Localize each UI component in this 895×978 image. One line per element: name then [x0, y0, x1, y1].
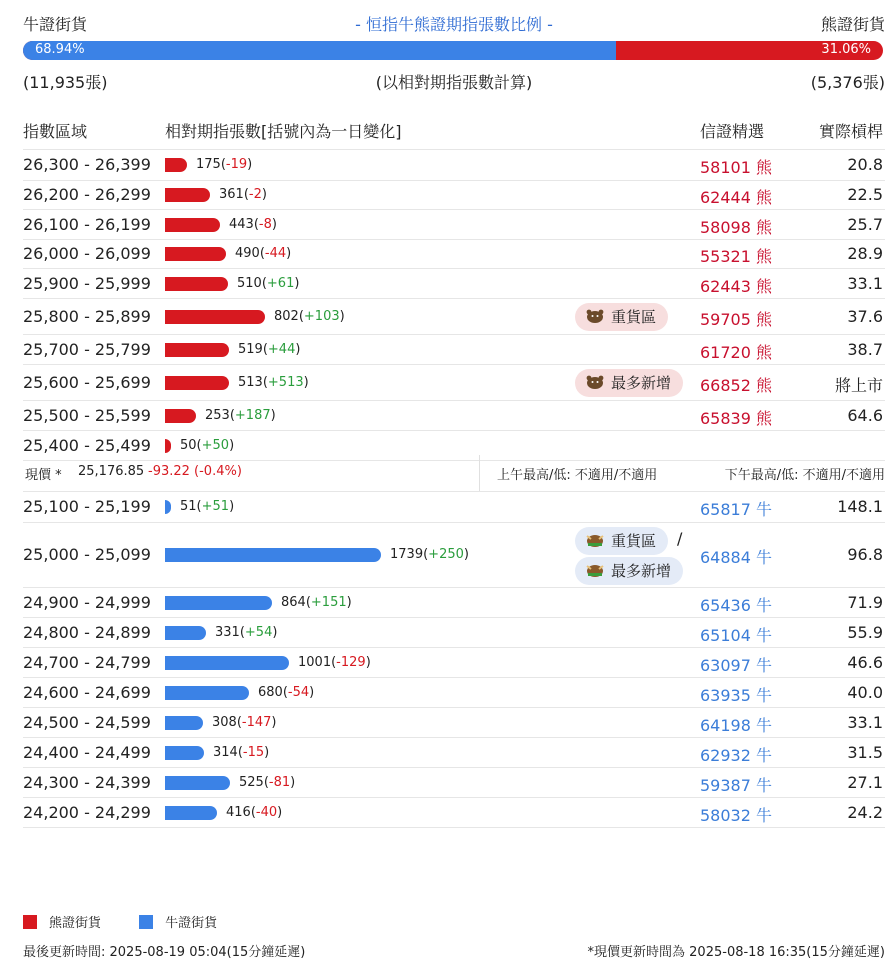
- count-number: 50: [180, 438, 197, 453]
- index-range: 24,800 - 24,899: [23, 623, 151, 642]
- current-price-row: [23, 455, 885, 492]
- count-value: 680(-54): [258, 685, 315, 700]
- count-number: 253: [205, 408, 230, 423]
- count-number: 175: [196, 157, 221, 172]
- count-number: 1001: [298, 655, 332, 670]
- count-bar: [165, 247, 226, 261]
- bear-total: (5,376張): [810, 73, 885, 92]
- change-value: +61: [266, 276, 295, 291]
- current-price: 25,176.85: [78, 464, 145, 479]
- leverage-value: 38.7: [847, 340, 883, 359]
- tag-pill: [575, 557, 683, 585]
- price-updated: *現價更新時間為 2025-08-18 16:35(15分鐘延遲): [587, 945, 885, 960]
- index-range: 24,200 - 24,299: [23, 803, 151, 822]
- count-bar: [165, 626, 206, 640]
- count-value: 308(-147): [212, 715, 277, 730]
- leverage-value: 55.9: [847, 623, 883, 642]
- count-number: 490: [235, 246, 260, 261]
- bear-mascot-icon: [585, 371, 605, 387]
- count-value: 1001(-129): [298, 655, 371, 670]
- index-range: 26,200 - 26,299: [23, 185, 151, 204]
- count-value: 802(+103): [274, 309, 345, 324]
- warrant-code-link[interactable]: 62443 熊: [700, 277, 772, 296]
- table-row: [23, 798, 885, 828]
- leverage-value: 22.5: [847, 185, 883, 204]
- count-bar: [165, 158, 187, 172]
- index-range: 25,100 - 25,199: [23, 497, 151, 516]
- warrant-code-link[interactable]: 59705 熊: [700, 310, 772, 329]
- count-value: 51(+51): [180, 499, 235, 514]
- change-value: +54: [244, 625, 273, 640]
- col-leverage: 實際槓桿: [818, 122, 883, 141]
- table-row: [23, 768, 885, 798]
- leverage-value: 71.9: [847, 593, 883, 612]
- count-number: 51: [180, 499, 197, 514]
- divider: [479, 455, 480, 491]
- tag-pill: [575, 369, 683, 397]
- table-row: [23, 150, 885, 181]
- warrant-code-link[interactable]: 64884 牛: [700, 548, 772, 567]
- leverage-value: 28.9: [847, 244, 883, 263]
- count-number: 525: [239, 775, 264, 790]
- count-bar: [165, 218, 220, 232]
- leverage-value: 37.6: [847, 307, 883, 326]
- change-value: +50: [201, 438, 230, 453]
- index-range: 24,400 - 24,499: [23, 743, 151, 762]
- index-range: 25,900 - 25,999: [23, 274, 151, 293]
- index-range: 24,600 - 24,699: [23, 683, 151, 702]
- leverage-value: 27.1: [847, 773, 883, 792]
- count-bar: [165, 746, 204, 760]
- bear-legend-swatch: [23, 915, 37, 929]
- table-row: [23, 181, 885, 210]
- tag-pill: [575, 303, 668, 331]
- legend: [23, 912, 217, 931]
- count-bar: [165, 596, 272, 610]
- header: [23, 12, 885, 36]
- pm-high-low: 下午最高/低: 不適用/不適用: [724, 468, 885, 483]
- leverage-value: 25.7: [847, 215, 883, 234]
- page-title: - 恒指牛熊證期指張數比例 -: [355, 15, 553, 34]
- tag-label: 最多新增: [611, 374, 672, 392]
- warrant-code-link[interactable]: 55321 熊: [700, 247, 772, 266]
- leverage-value: 33.1: [847, 713, 883, 732]
- leverage-value: 31.5: [847, 743, 883, 762]
- change-value: -8: [258, 217, 272, 232]
- count-value: 1739(+250): [390, 547, 469, 562]
- change-value: +187: [234, 408, 271, 423]
- warrant-code-link[interactable]: 58032 牛: [700, 806, 772, 825]
- index-range: 25,700 - 25,799: [23, 340, 151, 359]
- index-range: 24,900 - 24,999: [23, 593, 151, 612]
- change-value: -54: [287, 685, 310, 700]
- warrant-code-link[interactable]: 62932 牛: [700, 746, 772, 765]
- table-row: [23, 401, 885, 431]
- index-range: 24,500 - 24,599: [23, 713, 151, 732]
- col-count: 相對期指張數[括號內為一日變化]: [165, 122, 402, 141]
- table-row: [23, 210, 885, 240]
- change-value: -19: [225, 157, 248, 172]
- count-number: 513: [238, 375, 263, 390]
- count-value: 361(-2): [219, 187, 267, 202]
- count-value: 443(-8): [229, 217, 277, 232]
- change-value: +44: [267, 342, 296, 357]
- count-value: 864(+151): [281, 595, 352, 610]
- count-value: 416(-40): [226, 805, 283, 820]
- leverage-value: 33.1: [847, 274, 883, 293]
- index-range: 25,400 - 25,499: [23, 436, 151, 455]
- change-value: +103: [303, 309, 340, 324]
- summary-row: [23, 70, 885, 92]
- count-value: 314(-15): [213, 745, 270, 760]
- count-number: 308: [212, 715, 237, 730]
- count-number: 519: [238, 342, 263, 357]
- count-number: 314: [213, 745, 238, 760]
- count-number: 864: [281, 595, 306, 610]
- bull-ratio-fill: [23, 41, 616, 60]
- index-range: 26,000 - 26,099: [23, 244, 151, 263]
- col-pick: 信證精選: [700, 122, 765, 141]
- leverage-value: 46.6: [847, 653, 883, 672]
- bull-legend-swatch: [139, 915, 153, 929]
- leverage-value: 148.1: [837, 497, 883, 516]
- warrant-code-link[interactable]: 65436 牛: [700, 596, 772, 615]
- count-value: 525(-81): [239, 775, 296, 790]
- tag-label: 重貨區: [611, 308, 657, 326]
- count-value: 510(+61): [237, 276, 300, 291]
- change-value: -147: [241, 715, 272, 730]
- bear-ratio-text: 31.06%: [821, 42, 871, 57]
- count-bar: [165, 548, 381, 562]
- count-number: 331: [215, 625, 240, 640]
- bull-mascot-icon: [585, 529, 605, 545]
- index-range: 25,000 - 25,099: [23, 545, 151, 564]
- tag-pill: [575, 527, 668, 555]
- count-number: 443: [229, 217, 254, 232]
- ratio-bar: [23, 41, 883, 60]
- warrant-code-link[interactable]: 65817 牛: [700, 500, 772, 519]
- count-number: 361: [219, 187, 244, 202]
- index-range: 25,600 - 25,699: [23, 373, 151, 392]
- count-number: 510: [237, 276, 262, 291]
- current-label: 現價 *: [25, 468, 62, 483]
- change-value: +250: [428, 547, 464, 562]
- warrant-code-link[interactable]: 59387 牛: [700, 776, 772, 795]
- table-row: [23, 738, 885, 768]
- page-frame: [5, 0, 895, 978]
- change-value: -81: [268, 775, 291, 790]
- table-row: [23, 618, 885, 648]
- warrant-code-link[interactable]: 63097 牛: [700, 656, 772, 675]
- table-row: [23, 678, 885, 708]
- index-range: 25,500 - 25,599: [23, 406, 151, 425]
- count-bar: [165, 776, 230, 790]
- bear-legend-label: 熊證街貨: [49, 916, 102, 931]
- last-updated: 最後更新時間: 2025-08-19 05:04(15分鐘延遲): [23, 945, 306, 960]
- warrant-code-link[interactable]: 64198 牛: [700, 716, 772, 735]
- table-row: [23, 269, 885, 299]
- col-range: 指數區域: [23, 122, 88, 141]
- leverage-value: 40.0: [847, 683, 883, 702]
- leverage-value: 64.6: [847, 406, 883, 425]
- count-bar: [165, 716, 203, 730]
- index-range: 25,800 - 25,899: [23, 307, 151, 326]
- leverage-value: 20.8: [847, 155, 883, 174]
- current-change: -93.22 (-0.4%): [148, 464, 242, 479]
- count-bar: [165, 500, 171, 514]
- bull-legend-label: 牛證街貨: [165, 916, 218, 931]
- change-value: -15: [242, 745, 265, 760]
- change-value: +51: [201, 499, 230, 514]
- warrant-code-link[interactable]: 58101 熊: [700, 158, 772, 177]
- bear-rows: [23, 150, 885, 461]
- count-value: 519(+44): [238, 342, 301, 357]
- count-number: 416: [226, 805, 251, 820]
- change-value: -129: [336, 655, 366, 670]
- count-value: 331(+54): [215, 625, 278, 640]
- index-range: 24,700 - 24,799: [23, 653, 151, 672]
- change-value: +151: [310, 595, 347, 610]
- tag-label: 重貨區: [611, 532, 657, 550]
- bull-total: (11,935張): [23, 73, 108, 92]
- warrant-code-link[interactable]: 61720 熊: [700, 343, 772, 362]
- count-value: 175(-19): [196, 157, 253, 172]
- count-bar: [165, 188, 210, 202]
- index-range: 26,300 - 26,399: [23, 155, 151, 174]
- leverage-value: 24.2: [847, 803, 883, 822]
- am-high-low: 上午最高/低: 不適用/不適用: [497, 468, 658, 483]
- count-number: 680: [258, 685, 283, 700]
- bull-ratio-text: 68.94%: [35, 42, 85, 57]
- change-value: -40: [255, 805, 278, 820]
- count-value: 253(+187): [205, 408, 276, 423]
- count-bar: [165, 277, 228, 291]
- warrant-code-link[interactable]: 65839 熊: [700, 409, 772, 428]
- table-row: [23, 588, 885, 618]
- count-number: 1739: [390, 547, 424, 562]
- count-bar: [165, 806, 217, 820]
- change-value: +513: [267, 375, 304, 390]
- table-row: [23, 240, 885, 269]
- table-row: [23, 708, 885, 738]
- table-row: [23, 648, 885, 678]
- warrant-code-link[interactable]: 58098 熊: [700, 218, 772, 237]
- change-value: -2: [248, 187, 262, 202]
- count-bar: [165, 310, 265, 324]
- count-bar: [165, 376, 229, 390]
- count-value: 50(+50): [180, 438, 235, 453]
- count-bar: [165, 686, 249, 700]
- leverage-value: 96.8: [847, 545, 883, 564]
- warrant-code-link[interactable]: 63935 牛: [700, 686, 772, 705]
- table-row: [23, 365, 885, 401]
- table-row: [23, 335, 885, 365]
- table-row: [23, 492, 885, 523]
- tag-separator: /: [677, 529, 683, 548]
- tag-label: 最多新增: [611, 562, 672, 580]
- index-range: 26,100 - 26,199: [23, 215, 151, 234]
- index-range: 24,300 - 24,399: [23, 773, 151, 792]
- count-number: 802: [274, 309, 299, 324]
- table-row: [23, 299, 885, 335]
- bear-label: 熊證街貨: [820, 15, 885, 34]
- table-header: [23, 119, 885, 150]
- count-bar: [165, 343, 229, 357]
- bull-mascot-icon: [585, 559, 605, 575]
- leverage-value: 將上市: [834, 376, 883, 395]
- count-bar: [165, 439, 171, 453]
- warrant-code-link[interactable]: 66852 熊: [700, 376, 772, 395]
- change-value: -44: [264, 246, 287, 261]
- bear-mascot-icon: [585, 305, 605, 321]
- count-value: 490(-44): [235, 246, 292, 261]
- summary-note: (以相對期指張數計算): [375, 73, 533, 92]
- bull-rows: [23, 492, 885, 828]
- warrant-code-link[interactable]: 62444 熊: [700, 188, 772, 207]
- table-row: [23, 523, 885, 588]
- warrant-code-link[interactable]: 65104 牛: [700, 626, 772, 645]
- count-bar: [165, 409, 196, 423]
- count-bar: [165, 656, 289, 670]
- count-value: 513(+513): [238, 375, 309, 390]
- bull-label: 牛證街貨: [23, 15, 88, 34]
